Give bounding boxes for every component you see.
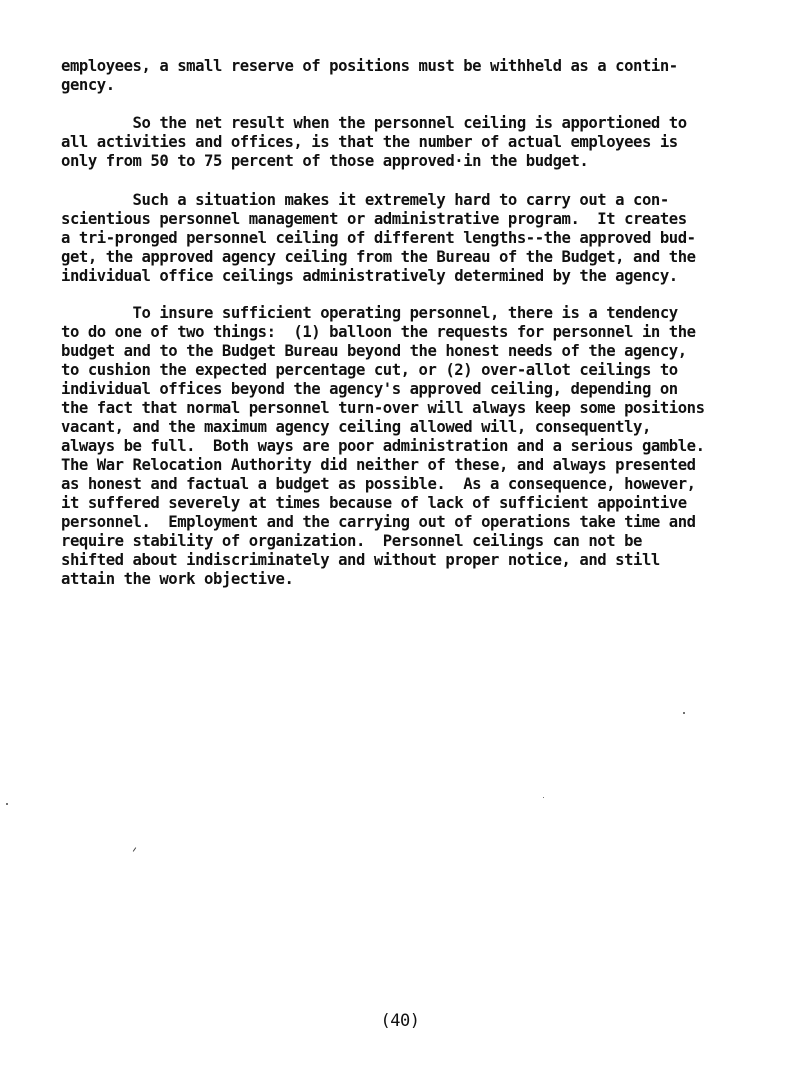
text-line: a tri-pronged personnel ceiling of different lengths--the approved bud- [61, 229, 696, 247]
text-line: shifted about indiscriminately and without proper notice, and still [61, 551, 660, 569]
scan-speck [6, 803, 8, 805]
text-line: attain the work objective. [61, 570, 294, 588]
text-line: vacant, and the maximum agency ceiling allowed will, consequently, [61, 418, 651, 436]
text-line: Such a situation makes it extremely hard to carry out a con- [61, 191, 669, 209]
text-line: employees, a small reserve of positions must be withheld as a contin- [61, 57, 678, 75]
page-number: (40) [380, 1011, 420, 1031]
paragraph-3 [61, 191, 761, 286]
paragraph-4 [61, 304, 761, 589]
text-line: individual office ceilings administratively determined by the agency. [61, 267, 678, 285]
text-line: To insure sufficient operating personnel, there is a tendency [61, 304, 678, 322]
text-line: only from 50 to 75 percent of those approved·in the budget. [61, 152, 589, 170]
text-line: require stability of organization. Personnel ceilings can not be [61, 532, 642, 550]
text-line: gency. [61, 76, 115, 94]
scan-speck [133, 847, 137, 852]
text-line: scientious personnel management or administrative program. It creates [61, 210, 687, 228]
text-line: always be full. Both ways are poor administration and a serious gamble. [61, 437, 705, 455]
text-line: budget and to the Budget Bureau beyond the honest needs of the agency, [61, 342, 687, 360]
scan-speck [543, 797, 544, 798]
paragraph-1 [61, 57, 761, 95]
scan-speck [683, 712, 685, 714]
text-line: get, the approved agency ceiling from the Bureau of the Budget, and the [61, 248, 696, 266]
text-line: to do one of two things: (1) balloon the requests for personnel in the [61, 323, 696, 341]
text-line: it suffered severely at times because of lack of sufficient appointive [61, 494, 687, 512]
text-line: individual offices beyond the agency's approved ceiling, depending on [61, 380, 678, 398]
text-line: to cushion the expected percentage cut, or (2) over-allot ceilings to [61, 361, 678, 379]
paragraph-2 [61, 114, 761, 171]
text-line: all activities and offices, is that the number of actual employees is [61, 133, 678, 151]
text-line: So the net result when the personnel ceiling is apportioned to [61, 114, 687, 132]
text-line: the fact that normal personnel turn-over will always keep some positions [61, 399, 705, 417]
text-line: as honest and factual a budget as possible. As a consequence, however, [61, 475, 696, 493]
text-line: The War Relocation Authority did neither of these, and always presented [61, 456, 696, 474]
text-line: personnel. Employment and the carrying out of operations take time and [61, 513, 696, 531]
